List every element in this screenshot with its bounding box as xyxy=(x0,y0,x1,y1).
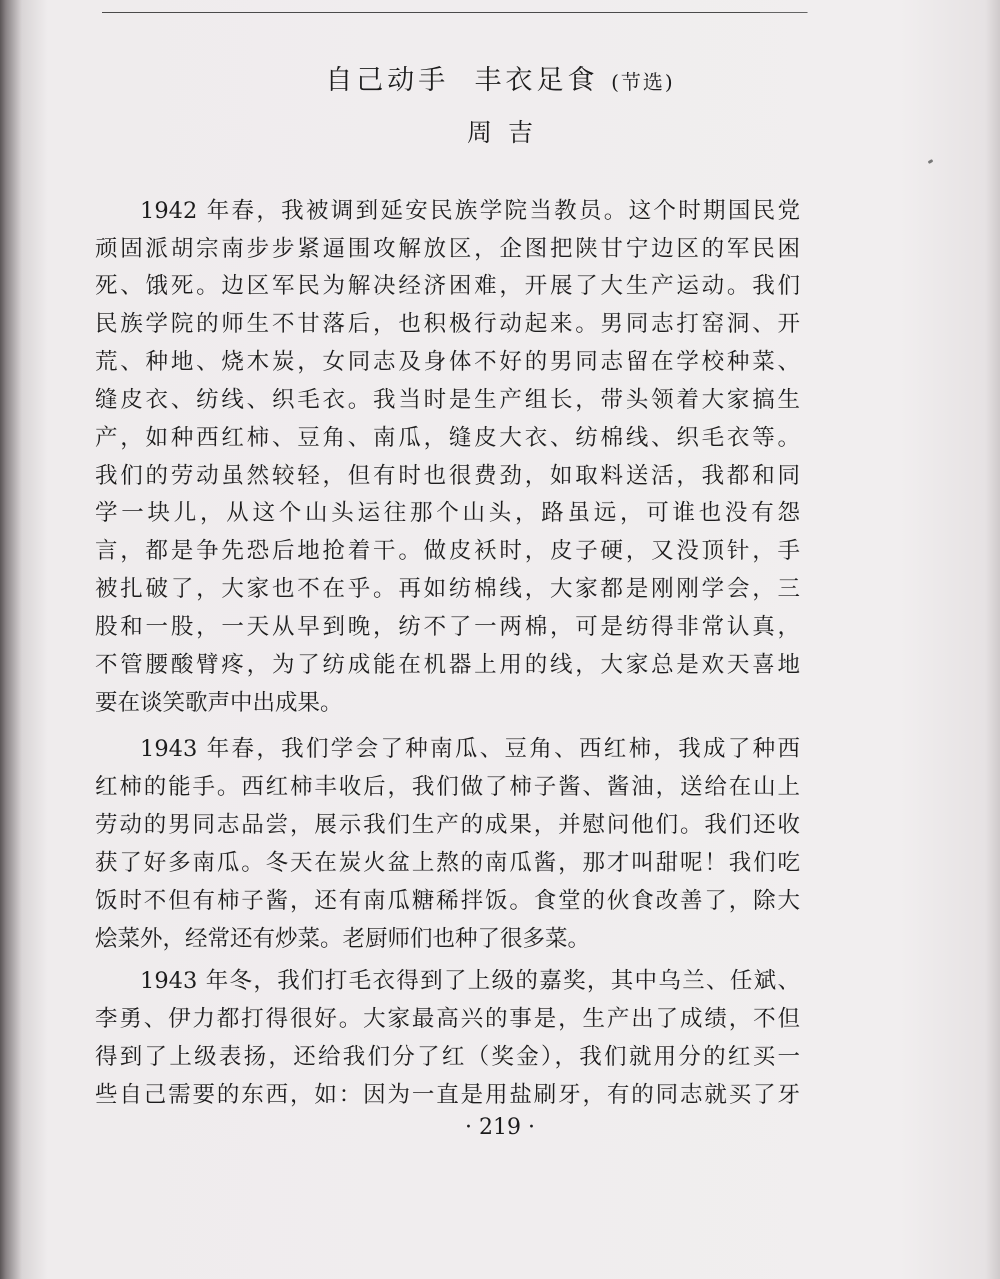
text-line: 股和一股，一天从早到晚，纺不了一两棉，可是纺得非常认真， xyxy=(95,614,800,640)
author-name: 周 吉 xyxy=(467,118,533,147)
text-line: 红柿的能手。西红柿丰收后，我们做了柿子酱、酱油，送给在山上 xyxy=(95,774,800,800)
text-line: 1943 年春，我们学会了种南瓜、豆角、西红柿，我成了种西 xyxy=(140,736,800,762)
text-line: 死、饿死。边区军民为解决经济困难，开展了大生产运动。我们 xyxy=(95,273,800,299)
text-line: 我们的劳动虽然较轻，但有时也很费劲，如取料送活，我都和同 xyxy=(95,463,800,489)
header-rule-tail xyxy=(760,2,808,13)
text-line: 产，如种西红柿、豆角、南瓜，缝皮大衣、纺棉线、织毛衣等。 xyxy=(95,425,800,451)
text-line: 1942 年春，我被调到延安民族学院当教员。这个时期国民党 xyxy=(140,198,800,224)
text-line: 劳动的男同志品尝，展示我们生产的成果，并慰问他们。我们还收 xyxy=(95,812,800,838)
text-line: 民族学院的师生不甘落后，也积极行动起来。男同志打窑洞、开 xyxy=(95,311,800,337)
text-line: 不管腰酸臂疼，为了纺成能在机器上用的线，大家总是欢天喜地 xyxy=(95,652,800,678)
text-line: 些自己需要的东西，如：因为一直是用盐刷牙，有的同志就买了牙 xyxy=(95,1082,800,1108)
text-line: 1943 年冬，我们打毛衣得到了上级的嘉奖，其中乌兰、任斌、 xyxy=(140,968,800,994)
text-line: 学一块儿，从这个山头运往那个山头，路虽远，可谁也没有怨 xyxy=(95,500,800,526)
text-line: 被扎破了，大家也不在乎。再如纺棉线，大家都是刚刚学会，三 xyxy=(95,576,800,602)
text-line: 言，都是争先恐后地抢着干。做皮袄时，皮子硬，又没顶针，手 xyxy=(95,538,800,564)
page-number: · 219 · xyxy=(465,1115,535,1140)
text-line: 缝皮衣、纺线、织毛衣。我当时是生产组长，带头领着大家搞生 xyxy=(95,387,800,413)
text-line: 李勇、伊力都打得很好。大家最高兴的事是，生产出了成绩，不但 xyxy=(95,1006,800,1032)
title-sub: (节选) xyxy=(611,70,675,94)
text-line: 获了好多南瓜。冬天在炭火盆上熬的南瓜酱，那才叫甜呢！我们吃 xyxy=(95,850,800,876)
text-line: 荒、种地、烧木炭，女同志及身体不好的男同志留在学校种菜、 xyxy=(95,349,800,375)
text-line: 顽固派胡宗南步步紧逼围攻解放区，企图把陕甘宁边区的军民困 xyxy=(95,236,800,262)
text-line: 饭时不但有柿子酱，还有南瓜糖稀拌饭。食堂的伙食改善了，除大 xyxy=(95,888,800,914)
text-line: 烩菜外，经常还有炒菜。老厨师们也种了很多菜。 xyxy=(95,926,591,952)
text-line: 得到了上级表扬，还给我们分了红（奖金），我们就用分的红买一 xyxy=(95,1044,800,1070)
article-title xyxy=(0,58,1000,97)
scan-speck xyxy=(928,159,934,164)
title-main: 自己动手 丰衣足食 xyxy=(325,65,599,96)
header-rule xyxy=(102,12,807,13)
text-line: 要在谈笑歌声中出成果。 xyxy=(95,690,343,716)
